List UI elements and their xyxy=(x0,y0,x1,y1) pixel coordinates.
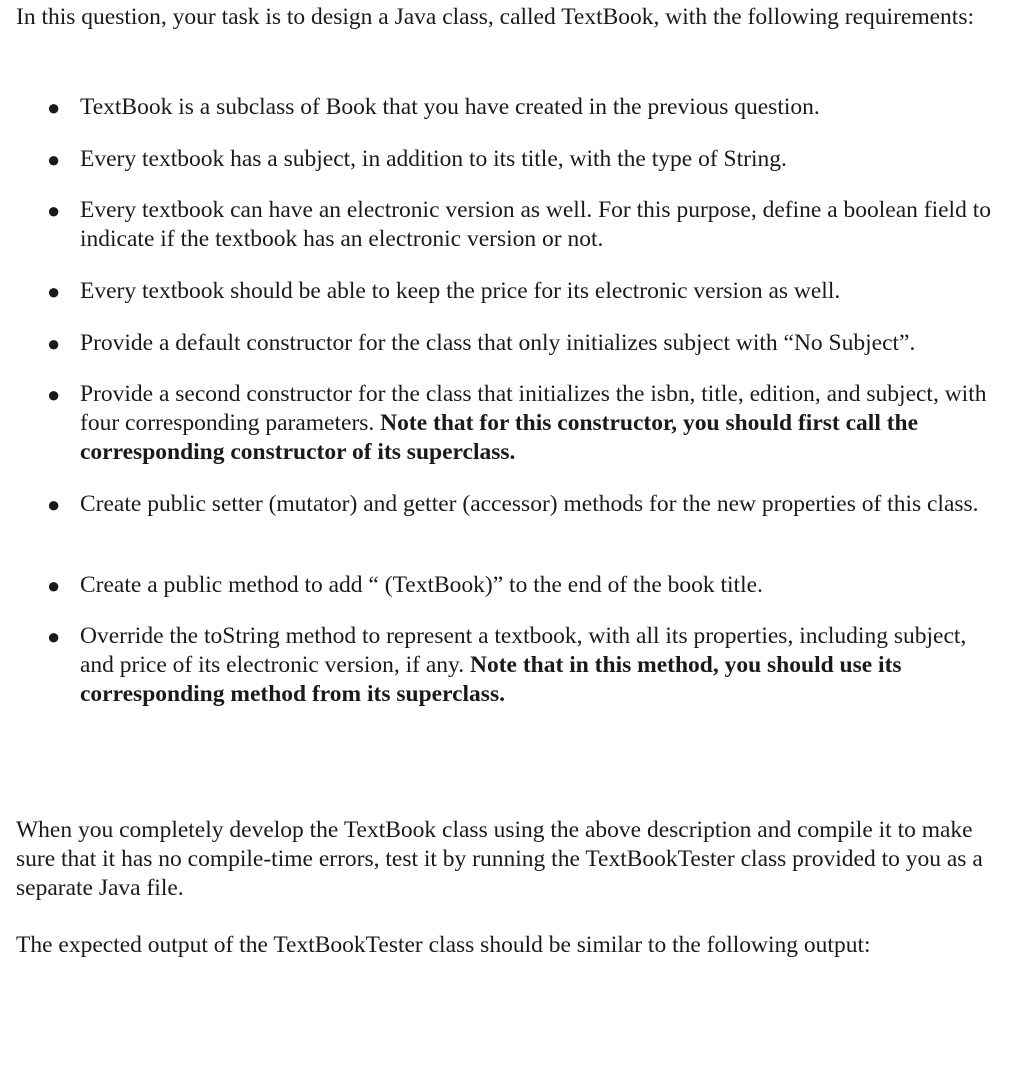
closing-text: When you completely develop the TextBook class using the above description and compile it to make sure that it has no compile-time errors, test it by running the TextBookTester class provided to you as a separate Java file. xyxy=(16,817,983,901)
list-item xyxy=(47,329,995,358)
list-item xyxy=(47,277,995,306)
list-item xyxy=(47,571,995,600)
closing-paragraph xyxy=(16,816,996,903)
bullet-icon: ● xyxy=(47,382,61,407)
list-item xyxy=(47,622,995,709)
list-item xyxy=(47,196,995,254)
requirement-text: Provide a default constructor for the class that only initializes subject with “No Subject”. xyxy=(80,330,916,356)
expected-output-text: The expected output of the TextBookTester class should be similar to the following output: xyxy=(16,932,871,958)
list-item xyxy=(47,380,995,467)
bullet-icon: ● xyxy=(47,147,61,172)
requirement-text: Every textbook should be able to keep the price for its electronic version as well. xyxy=(80,278,841,304)
requirement-text: Every textbook can have an electronic version as well. For this purpose, define a boolean field to indicate if the textbook has an electronic version or not. xyxy=(80,197,991,252)
bullet-icon: ● xyxy=(47,573,61,598)
list-item xyxy=(47,93,995,122)
list-item xyxy=(47,145,995,174)
bullet-icon: ● xyxy=(47,331,61,356)
list-item xyxy=(47,490,995,519)
intro-text: In this question, your task is to design a Java class, called TextBook, with the following requirements: xyxy=(16,4,974,30)
intro-paragraph xyxy=(16,3,1006,32)
bullet-icon: ● xyxy=(47,279,61,304)
bullet-icon: ● xyxy=(47,198,61,223)
requirement-bold-text: Note that in this method, you should use its corresponding method from its superclass. xyxy=(80,652,902,707)
requirement-text: TextBook is a subclass of Book that you have created in the previous question. xyxy=(80,94,820,120)
requirement-bold-text: Note that for this constructor, you should first call the corresponding constructor of its superclass. xyxy=(80,410,919,465)
requirement-text: Override the toString method to represent a textbook, with all its properties, including subject, and price of its electronic version, if any. xyxy=(80,623,967,678)
requirement-text: Every textbook has a subject, in addition to its title, with the type of String. xyxy=(80,146,787,172)
requirement-text: Create a public method to add “ (TextBook)” to the end of the book title. xyxy=(80,572,763,598)
expected-output-paragraph xyxy=(16,931,996,960)
bullet-icon: ● xyxy=(47,492,61,517)
document-page xyxy=(16,3,1006,958)
requirement-text: Provide a second constructor for the class that initializes the isbn, title, edition, and subject, with four corresponding parameters. xyxy=(80,381,987,436)
bullet-icon: ● xyxy=(47,95,61,120)
bullet-icon: ● xyxy=(47,624,61,649)
requirement-text: Create public setter (mutator) and getter (accessor) methods for the new properties of this class. xyxy=(80,491,979,517)
